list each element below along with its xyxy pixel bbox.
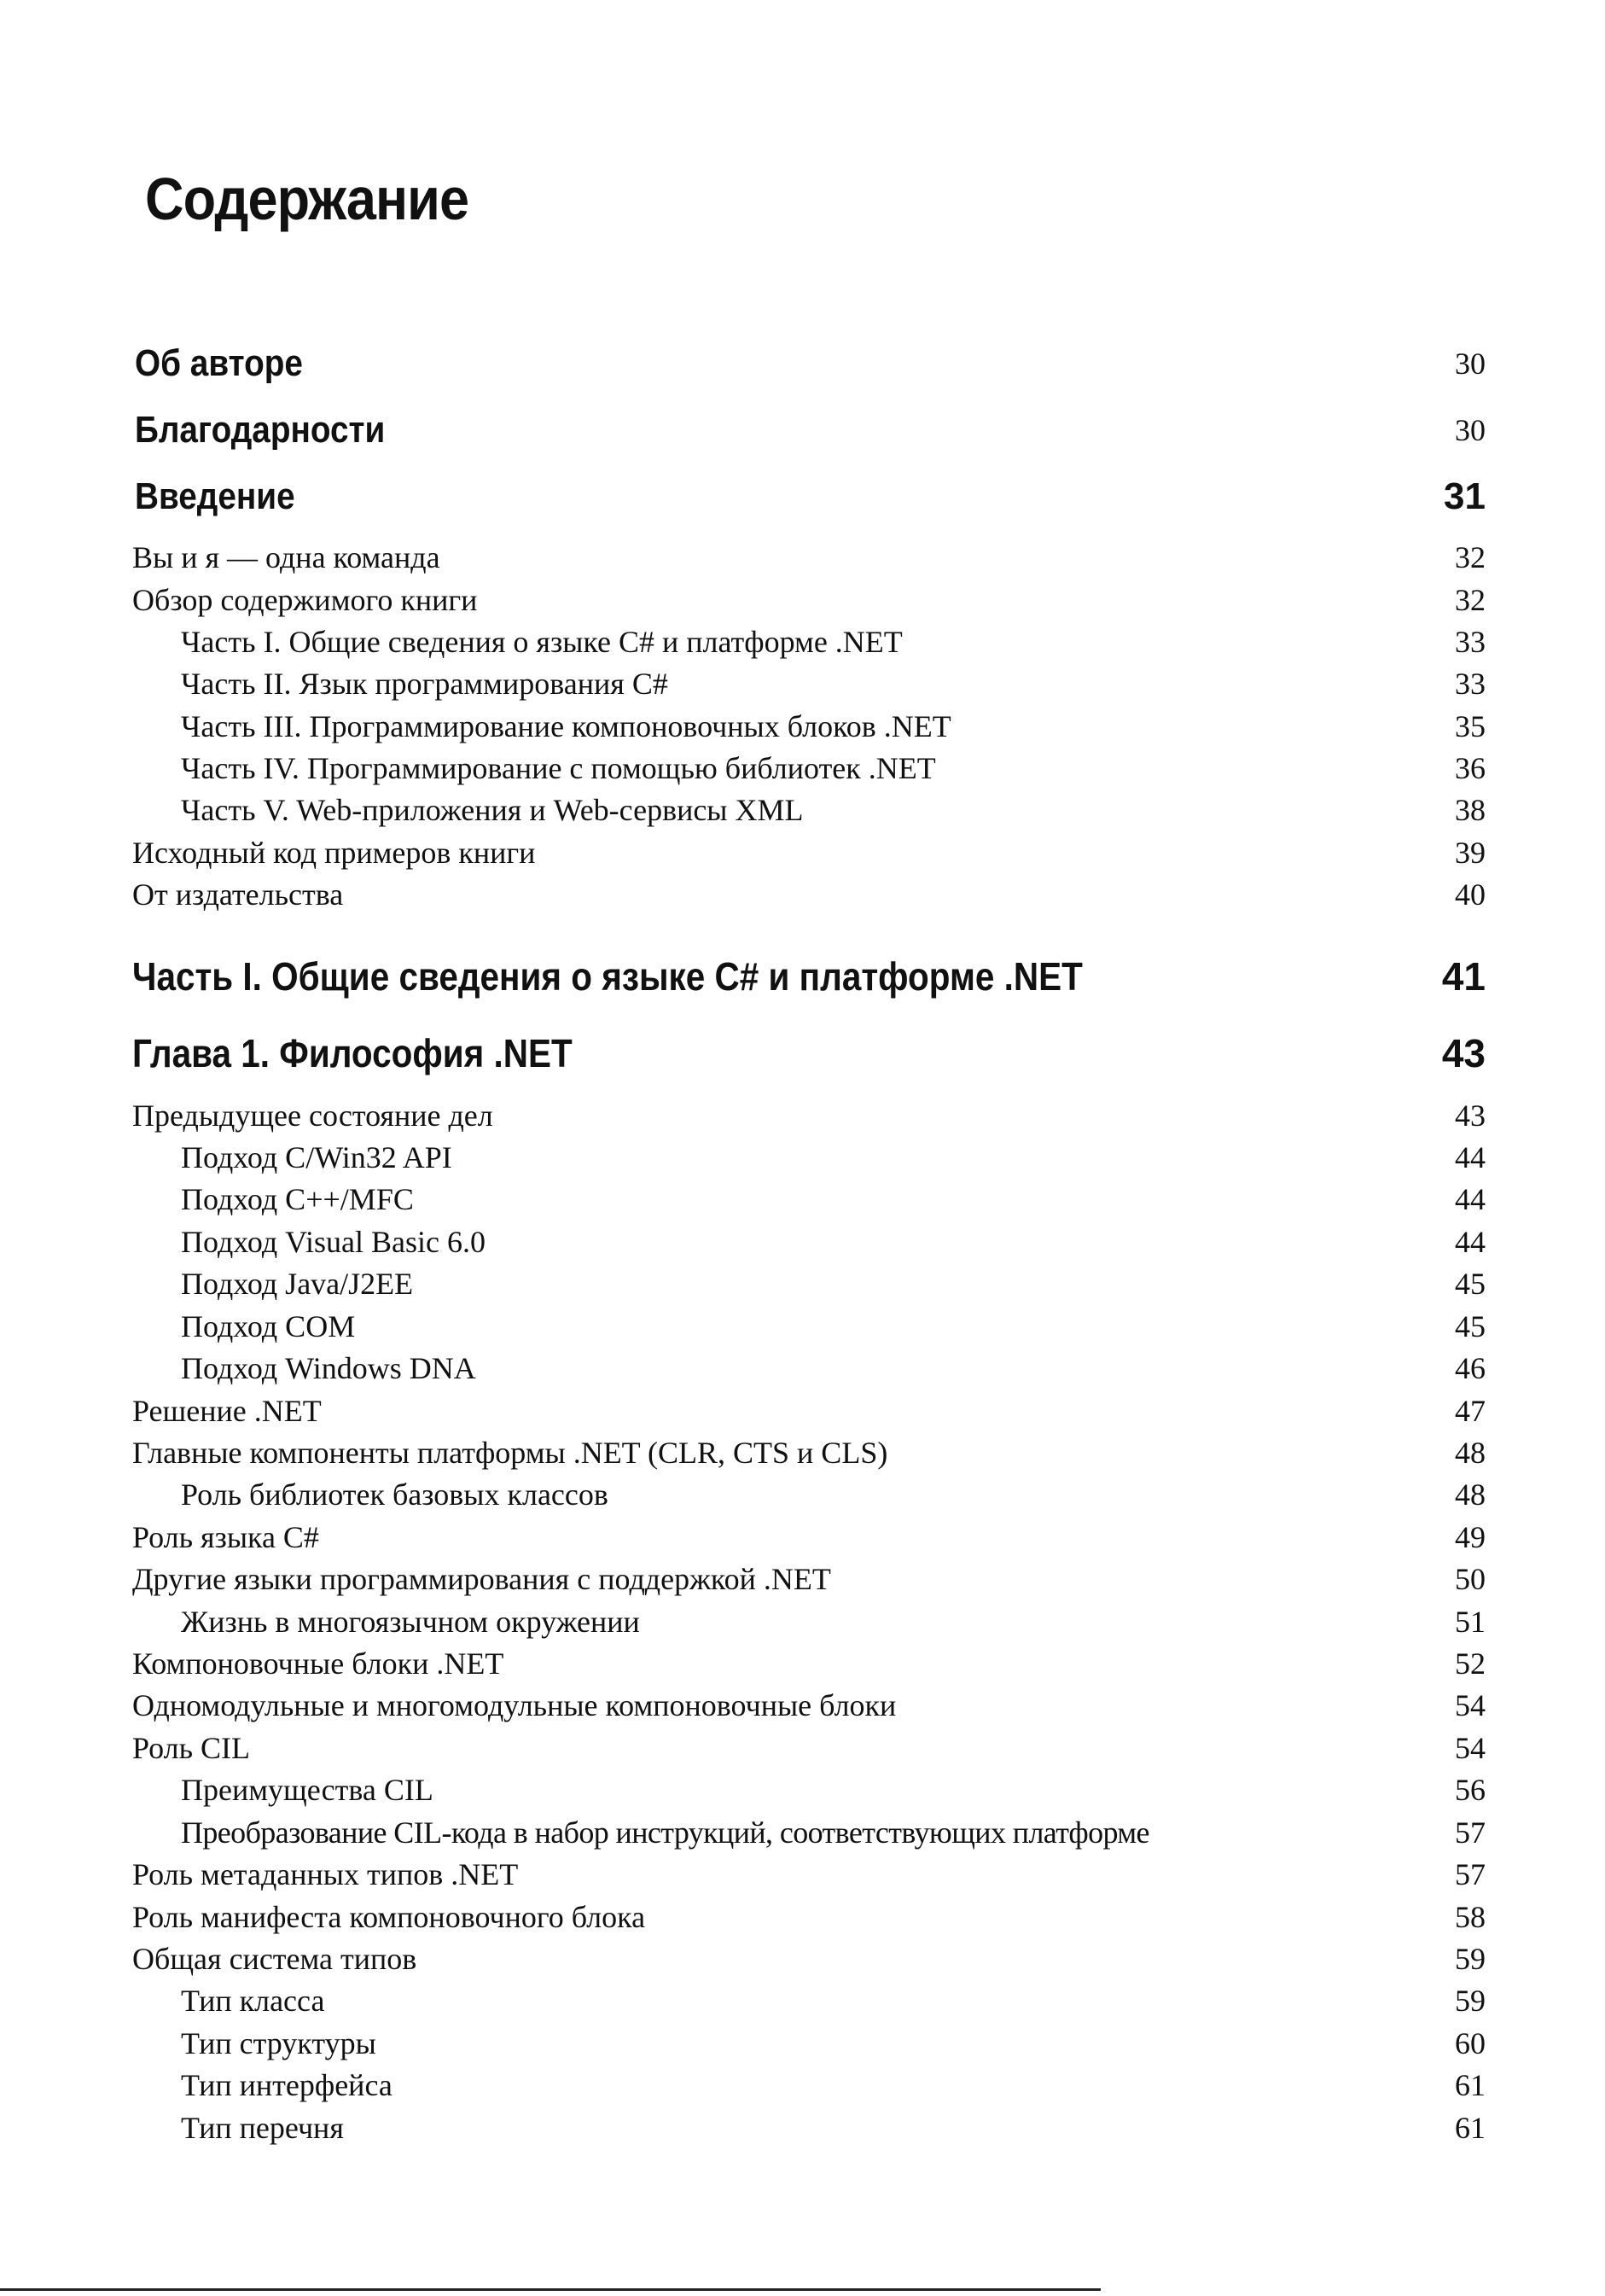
toc-entry-title: Тип интерфейса: [181, 2068, 393, 2102]
toc-entry-title: Роль манифеста компоновочного блока: [132, 1900, 646, 1934]
toc-entry-page: 50: [1455, 1562, 1486, 1596]
toc-entry-title: Обзор содержимого книги: [132, 583, 478, 617]
toc-entry-title: Компоновочные блоки .NET: [132, 1646, 504, 1681]
toc-entry-title: Подход C++/MFC: [181, 1182, 414, 1216]
toc-entry-title: Тип класса: [181, 1984, 325, 2018]
toc-entry-page: 32: [1455, 583, 1486, 617]
toc-entry-introduction[interactable]: [0, 471, 1605, 522]
toc-entry-title: Подход Windows DNA: [181, 1351, 476, 1385]
toc-entry-page: 57: [1455, 1815, 1486, 1850]
toc-entry[interactable]: [0, 869, 1605, 920]
toc-entry-title: Часть I. Общие сведения о языке C# и платформе .NET: [132, 954, 1083, 999]
toc-entry-title: Подход C/Win32 API: [181, 1140, 452, 1174]
toc-entry-title: Часть II. Язык программирования C#: [181, 667, 668, 701]
toc-entry-title: Подход COM: [181, 1309, 356, 1343]
toc-entry-page: 49: [1455, 1520, 1486, 1554]
toc-entry-page: 30: [1455, 413, 1486, 447]
toc-entry-about-author[interactable]: [0, 338, 1605, 389]
toc-entry-title: Общая система типов: [132, 1942, 417, 1976]
toc-entry-title: Об авторе: [135, 342, 303, 384]
toc-entry-title: Жизнь в многоязычном окружении: [181, 1605, 640, 1639]
toc-entry-title: От издательства: [132, 877, 344, 912]
toc-entry[interactable]: [0, 2102, 1605, 2153]
toc-entry-page: 54: [1455, 1731, 1486, 1765]
toc-entry-title: Роль метаданных типов .NET: [132, 1857, 519, 1891]
toc-entry-page: 33: [1455, 625, 1486, 659]
toc-entry-page: 45: [1455, 1309, 1486, 1343]
toc-entry-title: Глава 1. Философия .NET: [132, 1031, 573, 1075]
toc-entry-page: 31: [1444, 475, 1486, 517]
toc-entry-page: 58: [1455, 1900, 1486, 1934]
toc-entry-page: 51: [1455, 1605, 1486, 1639]
toc-entry-title: Главные компоненты платформы .NET (CLR, CTS и CLS): [132, 1436, 888, 1470]
toc-entry-title: Тип перечня: [181, 2111, 344, 2145]
toc-entry-page: 39: [1455, 836, 1486, 870]
toc-entry-page: 52: [1455, 1646, 1486, 1681]
toc-entry-page: 56: [1455, 1773, 1486, 1807]
toc-entry-title: Часть IV. Программирование с помощью библиотек .NET: [181, 751, 936, 785]
toc-entry-page: 35: [1455, 709, 1486, 743]
toc-entry-title: Роль CIL: [132, 1731, 251, 1765]
toc-entry-title: Тип структуры: [181, 2026, 376, 2060]
toc-entry-title: Одномодульные и многомодульные компоновочные блоки: [132, 1688, 897, 1722]
toc-entry-title: Часть I. Общие сведения о языке C# и платформе .NET: [181, 625, 903, 659]
toc-entry-page: 44: [1455, 1182, 1486, 1216]
toc-entry-title: Другие языки программирования с поддержкой .NET: [132, 1562, 831, 1596]
toc-entry-page: 45: [1455, 1267, 1486, 1301]
toc-entry-page: 32: [1455, 540, 1486, 574]
toc-entry-page: 33: [1455, 667, 1486, 701]
toc-entry-page: 36: [1455, 751, 1486, 785]
toc-entry-page: 46: [1455, 1351, 1486, 1385]
toc-entry-page: 44: [1455, 1140, 1486, 1174]
toc-entry-page: 38: [1455, 793, 1486, 827]
toc-entry-title: Преобразование CIL-кода в набор инструкций, соответствующих платформе: [181, 1815, 1149, 1850]
toc-entry-acknowledgements[interactable]: [0, 405, 1605, 456]
toc-entry-title: Введение: [135, 475, 295, 517]
toc-entry-page: 40: [1455, 877, 1486, 912]
toc-entry-title: Исходный код примеров книги: [132, 836, 536, 870]
toc-entry-page: 44: [1455, 1225, 1486, 1259]
toc-entry-page: 54: [1455, 1688, 1486, 1722]
toc-entry-page: 48: [1455, 1436, 1486, 1470]
toc-entry-title: Подход Java/J2EE: [181, 1267, 414, 1301]
toc-entry-page: 48: [1455, 1477, 1486, 1512]
toc-entry-title: Преимущества CIL: [181, 1773, 433, 1807]
toc-entry-page: 57: [1455, 1857, 1486, 1891]
toc-entry-page: 43: [1455, 1098, 1486, 1133]
toc-entry-page: 60: [1455, 2026, 1486, 2060]
toc-entry-page: 59: [1455, 1984, 1486, 2018]
toc-entry-title: Предыдущее состояние дел: [132, 1098, 493, 1133]
toc-entry-chapter-1[interactable]: [0, 1028, 1605, 1079]
toc-entry-page: 61: [1455, 2111, 1486, 2145]
toc-entry-title: Роль языка C#: [132, 1520, 319, 1554]
page-title: Содержание: [145, 166, 469, 232]
toc-entry-title: Часть V. Web-приложения и Web-сервисы XML: [181, 793, 804, 827]
toc-entry-title: Подход Visual Basic 6.0: [181, 1225, 486, 1259]
toc-entry-title: Благодарности: [135, 409, 386, 451]
toc-entry-page: 59: [1455, 1942, 1486, 1976]
page-bottom-rule: [0, 2288, 1101, 2291]
toc-entry-title: Часть III. Программирование компоновочных блоков .NET: [181, 709, 951, 743]
toc-entry-title: Вы и я — одна команда: [132, 540, 440, 574]
toc-entry-part-1[interactable]: [0, 951, 1605, 1002]
toc-entry-title: Роль библиотек базовых классов: [181, 1477, 608, 1512]
toc-entry-page: 41: [1441, 954, 1486, 999]
toc-entry-page: 30: [1455, 347, 1486, 381]
toc-entry-page: 61: [1455, 2068, 1486, 2102]
toc-entry-page: 47: [1455, 1394, 1486, 1428]
toc-entry-page: 43: [1441, 1031, 1486, 1075]
toc-entry-title: Решение .NET: [132, 1394, 322, 1428]
